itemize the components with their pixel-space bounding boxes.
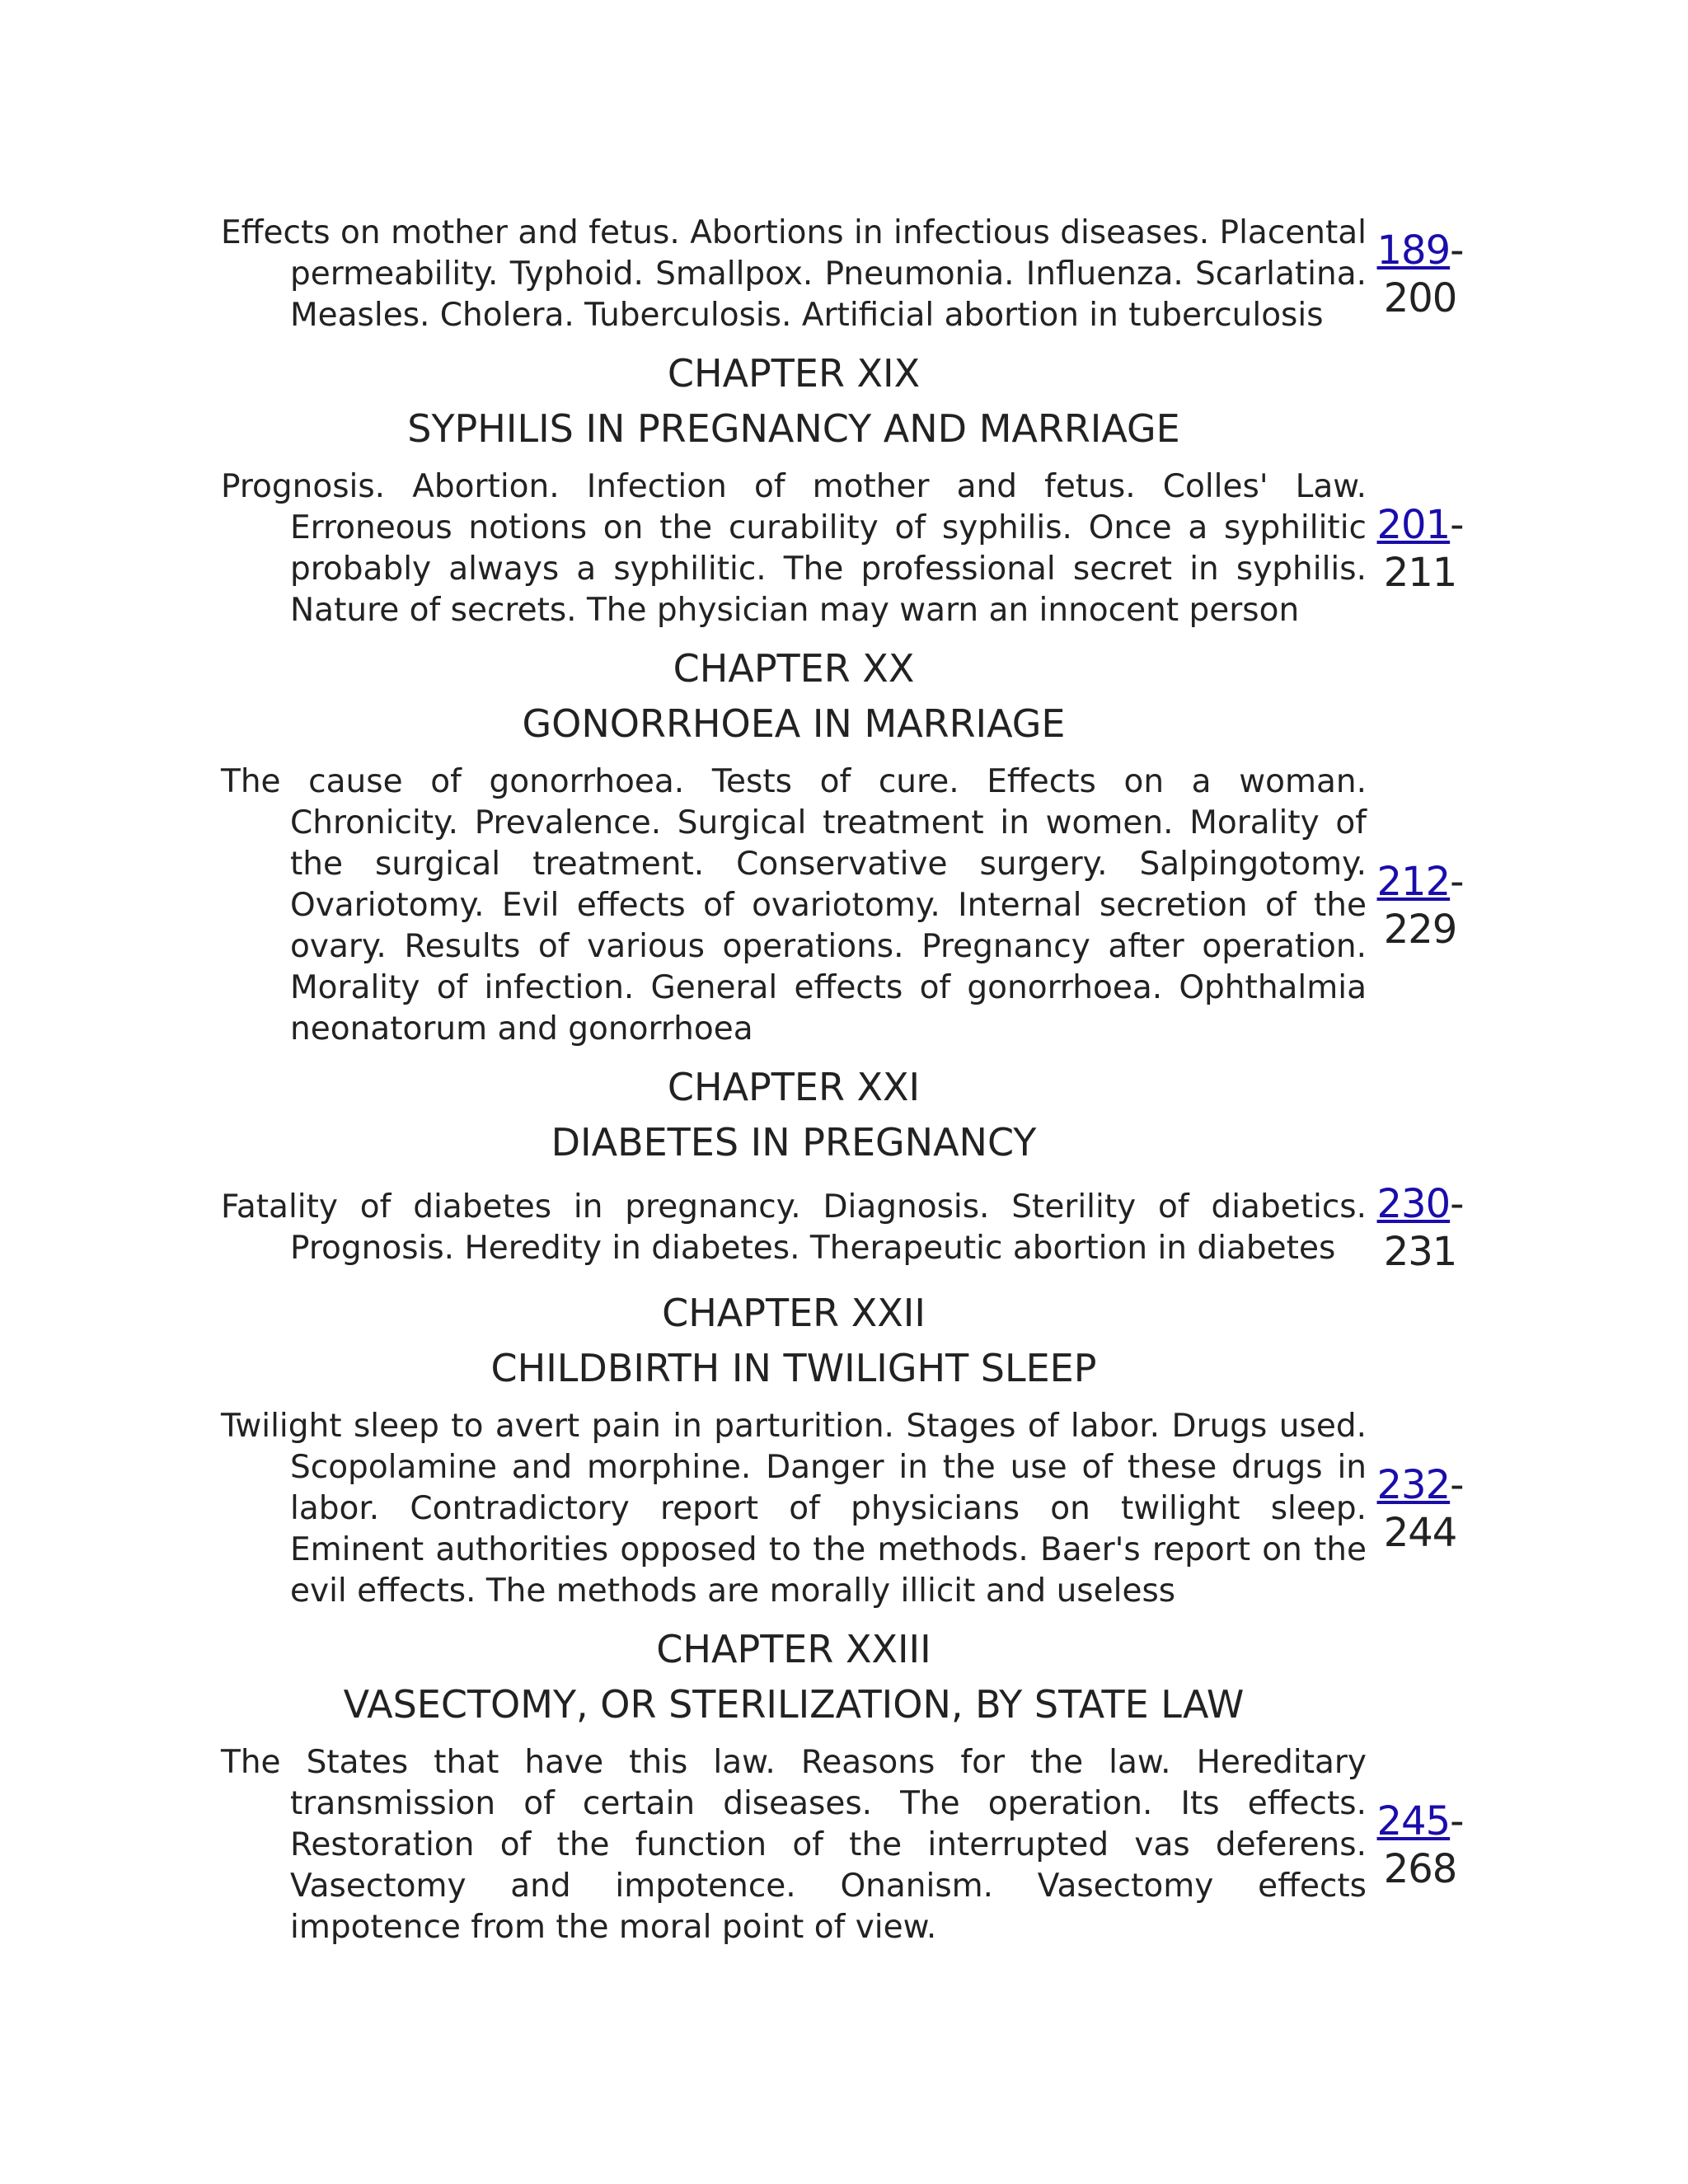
page-range xyxy=(1367,501,1474,597)
chapter-title: VASECTOMY, OR STERILIZATION, BY STATE LAW xyxy=(343,1682,1245,1727)
page-range-dash: - xyxy=(1450,227,1464,274)
chapter-heading xyxy=(221,346,1474,457)
chapter-number: CHAPTER XXI xyxy=(667,1065,921,1109)
page-end: 211 xyxy=(1383,550,1457,596)
page-range-dash: - xyxy=(1450,1181,1464,1227)
page-range xyxy=(1367,1180,1474,1276)
page-end: 229 xyxy=(1383,907,1457,953)
toc-entry xyxy=(221,1742,1474,1948)
entry-description: Effects on mother and fetus. Abortions in infectious diseases. Placental permeability. Typhoid. Smallpox. Pneumonia. Influenza. Scarlatina. Measles. Cholera. Tuberculosis. Artificial abortion in tuberculosis xyxy=(221,214,1367,334)
toc-entry xyxy=(221,1180,1474,1276)
page-end: 268 xyxy=(1383,1846,1457,1892)
page-end: 244 xyxy=(1383,1510,1457,1556)
page-range xyxy=(1367,227,1474,322)
chapter-number: CHAPTER XX xyxy=(673,646,915,691)
page-range xyxy=(1367,858,1474,954)
page-end: 200 xyxy=(1383,275,1457,321)
chapter-title: GONORRHOEA IN MARRIAGE xyxy=(522,701,1066,746)
entry-description: The cause of gonorrhoea. Tests of cure. Effects on a woman. Chronicity. Prevalence. Surgical treatment in women. Morality of the surgical treatment. Conservative surgery. Salpingotomy. Ovariotomy. Evil effects of ovariotomy. Internal secretion of the ovary. Results of various operations. Pregnancy after operation. Morality of infection. General effects of gonorrhoea. Ophthalmia neonatorum and gonorrhoea xyxy=(221,763,1367,1047)
chapter-number: CHAPTER XXII xyxy=(662,1291,926,1335)
entry-description: The States that have this law. Reasons for the law. Hereditary transmission of certain diseases. The operation. Its effects. Restoration of the function of the interrupted vas deferens. Vasectomy and impotence. Onanism. Vasectomy effects impotence from the moral point of view. xyxy=(221,1744,1367,1946)
chapter-title: CHILDBIRTH IN TWILIGHT SLEEP xyxy=(490,1346,1097,1390)
page-range xyxy=(1367,1461,1474,1557)
chapter-title: SYPHILIS IN PREGNANCY AND MARRIAGE xyxy=(407,406,1180,451)
page-range-dash: - xyxy=(1450,1798,1464,1844)
toc-entry xyxy=(221,213,1474,336)
chapter-heading xyxy=(221,1622,1474,1732)
page-start-link[interactable]: 189 xyxy=(1376,227,1451,274)
chapter-heading xyxy=(221,641,1474,752)
page-start-link[interactable]: 201 xyxy=(1376,502,1451,548)
page-start-link[interactable]: 232 xyxy=(1376,1462,1451,1508)
chapter-number: CHAPTER XXIII xyxy=(656,1627,931,1671)
entry-description: Fatality of diabetes in pregnancy. Diagnosis. Sterility of diabetics. Prognosis. Heredity in diabetes. Therapeutic abortion in diabetes xyxy=(221,1188,1367,1267)
page-end: 231 xyxy=(1383,1229,1457,1275)
entry-description: Twilight sleep to avert pain in parturition. Stages of labor. Drugs used. Scopolamine and morphine. Danger in the use of these drugs in labor. Contradictory report of physicians on twilight sleep. Eminent authorities opposed to the methods. Baer's report on the evil effects. The methods are morally illicit and useless xyxy=(221,1408,1367,1610)
page-range xyxy=(1367,1797,1474,1893)
page-range-dash: - xyxy=(1450,859,1464,905)
entry-description: Prognosis. Abortion. Infection of mother and fetus. Colles' Law. Erroneous notions on the curability of syphilis. Once a syphilitic probably always a syphilitic. The professional secret in syphilis. Nature of secrets. The physician may warn an innocent person xyxy=(221,468,1367,629)
table-of-contents xyxy=(221,213,1474,1948)
toc-entry xyxy=(221,762,1474,1050)
page-start-link[interactable]: 245 xyxy=(1376,1798,1451,1844)
toc-entry xyxy=(221,466,1474,631)
page-start-link[interactable]: 212 xyxy=(1376,859,1451,905)
chapter-heading xyxy=(221,1286,1474,1396)
toc-entry xyxy=(221,1406,1474,1612)
page-range-dash: - xyxy=(1450,502,1464,548)
page-start-link[interactable]: 230 xyxy=(1376,1181,1451,1227)
chapter-heading xyxy=(221,1060,1474,1170)
chapter-number: CHAPTER XIX xyxy=(667,351,921,396)
chapter-title: DIABETES IN PREGNANCY xyxy=(551,1120,1037,1165)
page-range-dash: - xyxy=(1450,1462,1464,1508)
